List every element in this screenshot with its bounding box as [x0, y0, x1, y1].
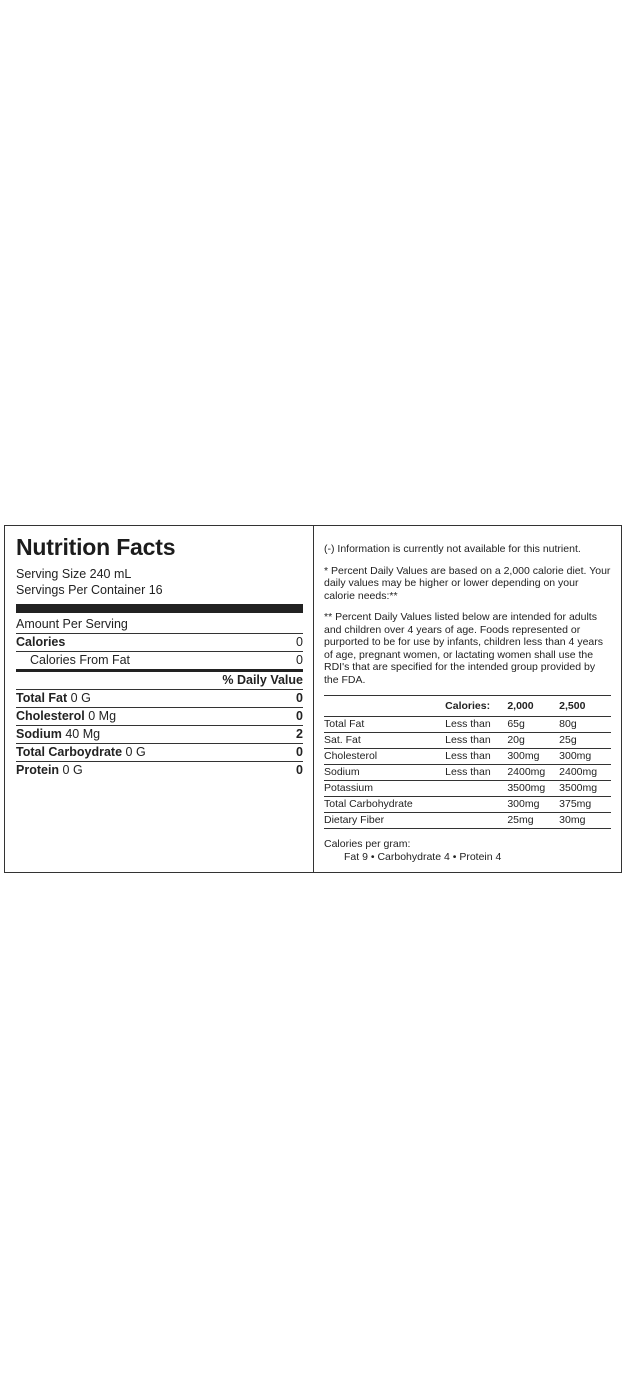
table-cell: Sodium — [324, 766, 360, 778]
thick-divider — [16, 604, 303, 613]
nutrient-amount: 0 Mg — [88, 709, 117, 723]
nutrient-amount: 0 G — [125, 745, 146, 759]
footnotes-panel — [314, 526, 621, 872]
table-row — [324, 765, 611, 781]
table-cell: 375mg — [559, 798, 592, 810]
calories-from-fat-row — [16, 652, 303, 669]
nutrient-name: Total Fat — [16, 691, 68, 705]
servings-per-container: Servings Per Container 16 — [16, 583, 163, 597]
nutrient-dv: 0 — [296, 709, 303, 723]
table-cell — [445, 813, 507, 829]
calories-from-fat-label: Calories From Fat — [30, 653, 131, 667]
table-cell: Potassium — [324, 782, 374, 794]
nutrient-row — [16, 690, 303, 708]
nutrient-row — [16, 762, 303, 779]
table-header-cell — [324, 696, 445, 717]
nutrient-name: Protein — [16, 763, 60, 777]
table-cell: 30mg — [559, 814, 586, 826]
label-title: Nutrition Facts — [16, 534, 176, 560]
table-cell: 25g — [559, 734, 577, 746]
nutrient-name: Sodium — [16, 727, 62, 741]
table-cell — [445, 781, 507, 797]
na-note: (-) Information is currently not available for this nutrient. — [324, 543, 581, 555]
rdi-note: ** Percent Daily Values listed below are intended for adults and children over 4 years of age. Foods represented or purported to be for use by infants, children less than 4 years of age, pregnant women, or lactating women shall use the RDI's that are specified for the intended group provided by the FDA. — [324, 611, 603, 686]
table-cell: 3500mg — [559, 782, 598, 794]
serving-info — [16, 566, 303, 598]
table-cell — [445, 797, 507, 813]
table-cell: Total Carbohydrate — [324, 798, 413, 810]
table-cell: 300mg — [507, 750, 540, 762]
nutrient-amount: 0 G — [70, 691, 91, 705]
nutrient-name: Total Carboydrate — [16, 745, 123, 759]
nutrient-amount: 0 G — [62, 763, 83, 777]
table-row — [324, 813, 611, 829]
table-row — [324, 749, 611, 765]
calories-per-gram-label: Calories per gram: — [324, 838, 411, 850]
daily-value-header: % Daily Value — [16, 672, 303, 690]
calories-per-gram-detail: Fat 9 • Carbohydrate 4 • Protein 4 — [344, 850, 502, 863]
table-cell: Less than — [445, 766, 491, 778]
calories-per-gram — [324, 838, 611, 863]
nutrient-row — [16, 708, 303, 726]
table-header-row — [324, 696, 611, 717]
table-cell: 20g — [507, 734, 525, 746]
table-cell: 300mg — [559, 750, 592, 762]
nutrient-row — [16, 744, 303, 762]
table-cell: Cholesterol — [324, 750, 378, 762]
table-header-cell: Calories: — [445, 699, 491, 712]
nutrient-dv: 0 — [296, 763, 303, 777]
table-row — [324, 717, 611, 733]
calories-value: 0 — [296, 635, 303, 649]
table-row — [324, 733, 611, 749]
daily-values-table — [324, 695, 611, 829]
table-cell: Less than — [445, 734, 491, 746]
nutrient-row — [16, 726, 303, 744]
nutrient-dv: 0 — [296, 691, 303, 705]
nutrition-label — [4, 525, 622, 873]
nutrient-amount: 40 Mg — [65, 727, 101, 741]
table-header-cell: 2,500 — [559, 699, 586, 712]
table-cell: Dietary Fiber — [324, 814, 385, 826]
nutrition-facts-panel — [5, 526, 314, 872]
table-header-cell: 2,000 — [507, 699, 534, 712]
serving-size: Serving Size 240 mL — [16, 567, 132, 581]
table-cell: Less than — [445, 718, 491, 730]
amount-per-serving-label: Amount Per Serving — [16, 617, 128, 631]
calories-from-fat-value: 0 — [296, 653, 303, 667]
table-cell: 25mg — [507, 814, 534, 826]
table-cell: Total Fat — [324, 718, 365, 730]
nutrient-name: Cholesterol — [16, 709, 85, 723]
calories-label: Calories — [16, 635, 66, 649]
table-cell: 2400mg — [507, 766, 546, 778]
nutrient-dv: 2 — [296, 727, 303, 741]
table-cell: 2400mg — [559, 766, 598, 778]
table-cell: 80g — [559, 718, 577, 730]
table-row — [324, 781, 611, 797]
nutrient-dv: 0 — [296, 745, 303, 759]
table-cell: 300mg — [507, 798, 540, 810]
table-row — [324, 797, 611, 813]
table-cell: 65g — [507, 718, 525, 730]
amount-per-serving — [16, 616, 303, 634]
table-cell: 3500mg — [507, 782, 546, 794]
table-cell: Less than — [445, 750, 491, 762]
calories-row — [16, 634, 303, 652]
dv-note: * Percent Daily Values are based on a 2,000 calorie diet. Your daily values may be higher or lower depending on your calorie needs:** — [324, 564, 611, 602]
table-cell: Sat. Fat — [324, 734, 361, 746]
